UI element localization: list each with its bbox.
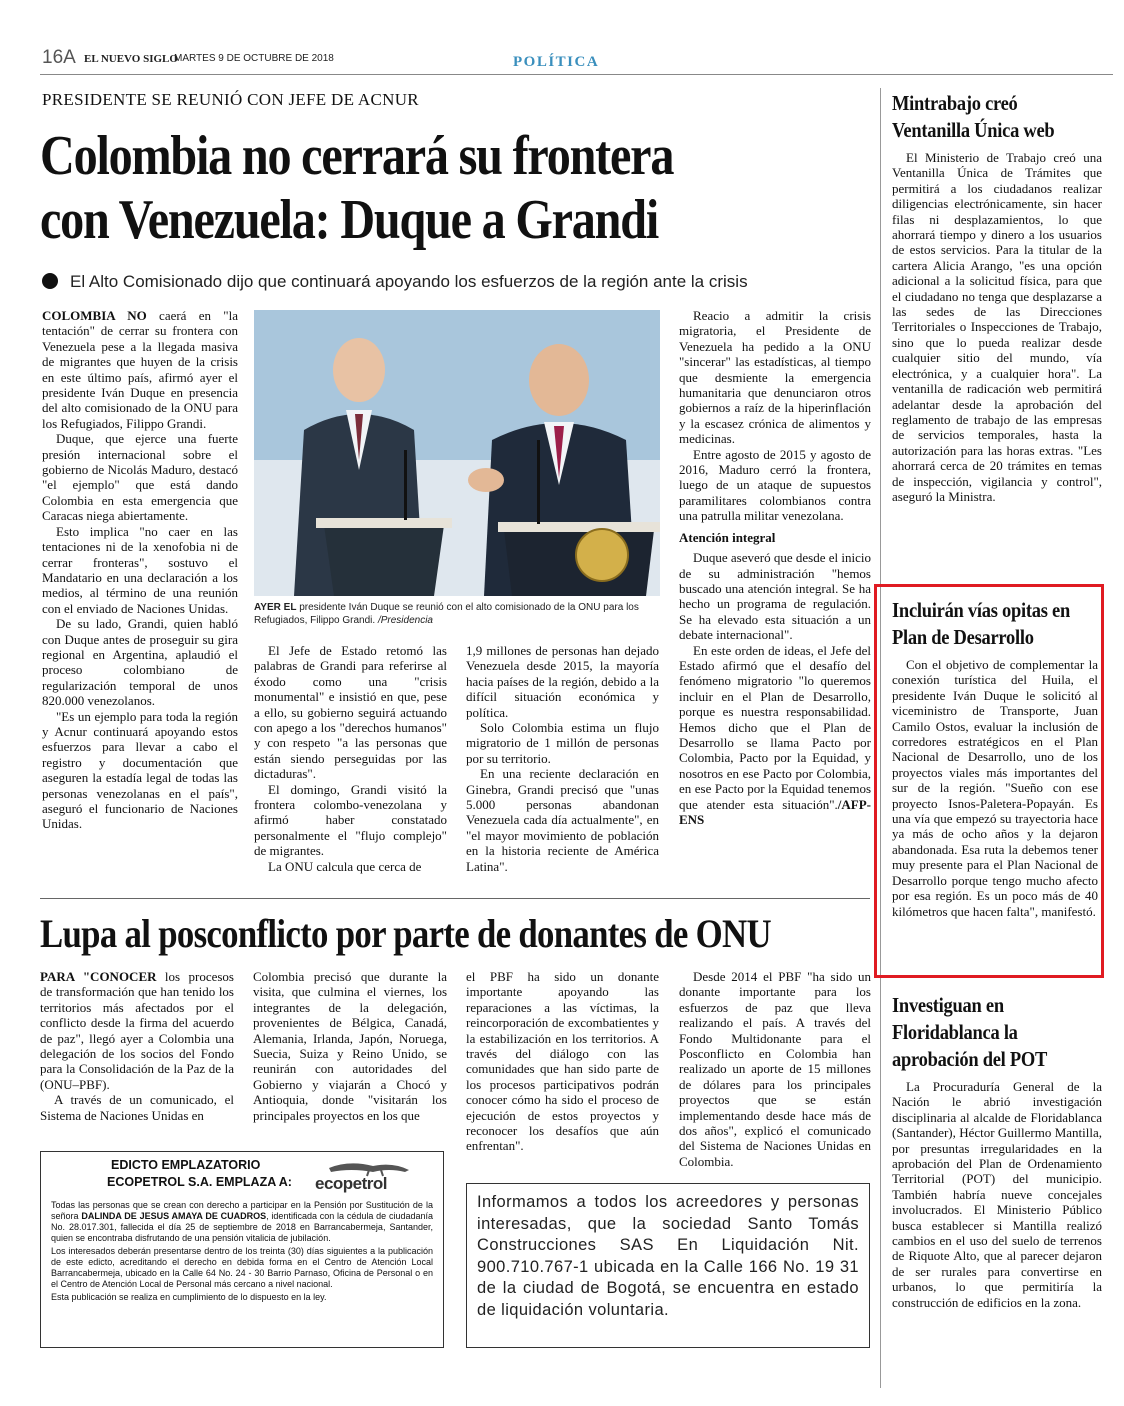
sidebar-title: Investiguan en Floridablanca la aprobación del POT — [892, 993, 1048, 1071]
paragraph: La ONU calcula que cerca de — [268, 858, 422, 874]
photo-caption — [254, 601, 660, 627]
second-column-4 — [679, 969, 871, 1169]
photo-illustration — [254, 310, 660, 596]
caption-lead: AYER EL — [254, 602, 297, 613]
paragraph: A través de un comunicado, el Sistema de Naciones Unidas en — [40, 1092, 234, 1123]
paragraph: 1,9 millones de personas han dejado Venezuela desde 2015, la mayoría hacia países de la región, debido a la difícil situación económica y política. — [466, 643, 659, 720]
edict-name: DALINDA DE JESUS AMAYA DE CUADROS — [81, 1211, 267, 1221]
second-headline: Lupa al posconflicto por parte de donantes de ONU — [40, 911, 771, 956]
photo-credit: /Presidencia — [377, 615, 433, 626]
paragraph: El Ministerio de Trabajo creó una Ventanilla Única de Trámites que permitirá a los ciudadanos realizar diligencias electrónicamente, sin hacer filas ni desplazamientos, lo que ahorrará tiempo y dinero a los usuarios de estos servicios. Para la titular de la cartera Alicia Arango, "es una opción adicional a la solicitud física, para que el ciudadano no tenga que desplazarse a las sedes de las Direcciones Territoriales o Inspecciones de Trabajo, sino que lo pueda realizar desde cualquier sitio del mundo, vía electrónica, y a cualquier hora". La ventanilla de radicación web permitirá adelantar desde la aprobación del reglamento de trabajo de las empresas de servicios temporales, hasta la autorización para las horas extras. "Les ahorrará cerca de 20 trámites en temas de inspección, vigilancia y control", aseguró la Ministra. — [892, 150, 1102, 504]
lead-in: COLOMBIA NO — [42, 308, 147, 323]
sidebar-story-2 — [892, 597, 1098, 919]
edict-box — [40, 1151, 444, 1348]
duque-grandi-photo — [254, 310, 660, 596]
edict-title: EDICTO EMPLAZATORIO — [111, 1158, 261, 1172]
paragraph: Solo Colombia estima un flujo migratorio de 1 millón de personas por su territorio. — [466, 720, 659, 766]
kicker: PRESIDENTE SE REUNIÓ CON JEFE DE ACNUR — [42, 90, 419, 109]
liquidation-notice — [466, 1183, 870, 1348]
paragraph: De su lado, Grandi, quien habló con Duque antes de proseguir su gira regional en Argentina, aplaudió el proceso colombiano de regularización temporal de unos 820.000 venezolanos. — [42, 616, 238, 709]
section-name: POLÍTICA — [513, 54, 600, 70]
edict-paragraph: Esta publicación se realiza en cumplimiento de lo dispuesto en la ley. — [51, 1292, 327, 1302]
main-column-1 — [42, 308, 238, 832]
paragraph: Colombia precisó que durante la visita, que culmina el viernes, los integrantes de la delegación, provenientes de Bélgica, Canadá, Alemania, Irlanda, Japón, Noruega, Suecia, Suiza y Reino Unido, se reunirán con autoridades del Gobierno y viajarán a Chocó y Antioquia, donde "visitarán los principales proyectos en los que — [253, 969, 447, 1123]
sidebar-story-3 — [892, 992, 1102, 1310]
paragraph: El Jefe de Estado retomó las palabras de Grandi para referirse al éxodo como una "crisis monumental" e insistió en que, pese a ello, su gobierno seguirá actuando con apego a los "derechos humanos" y con respeto "a las personas que están siendo perseguidas por las dictaduras". — [254, 643, 447, 782]
paragraph: Reacio a admitir la crisis migratoria, el Presidente de Venezuela ha pedido a la ONU "sincerar" las estadísticas, al tiempo que desmiente la emergencia humanitaria que denunciaron otros gobiernos a raíz de la hiperinflación y la escasez crónica de alimentos y medicinas. — [679, 308, 871, 447]
sidebar-body — [892, 1079, 1102, 1310]
ecopetrol-wordmark: ecopetrol — [315, 1174, 388, 1193]
paragraph: Entre agosto de 2015 y agosto de 2016, Maduro cerró la frontera, luego de un ataque de supuestos paramilitares colombianos contra una patrulla militar venezolana. — [679, 446, 871, 524]
main-headline: Colombia no cerrará su frontera con Venezuela: Duque a Grandi — [40, 125, 674, 251]
paragraph: el PBF ha sido un donante importante apoyando las reparaciones a las víctimas, la reincorporación de excombatientes y la estabilización en los territorios. A través del diálogo con las comunidades que han sido parte de los procesos participativos podrán conocer cómo ha sido el proceso de ejecución de estos proyectos y reconocer los desafíos que aún enfrentan". — [466, 969, 659, 1154]
main-column-2 — [254, 643, 447, 874]
edict-body — [51, 1200, 433, 1303]
paragraph: Con el objetivo de complementar la conexión turística del Huila, el presidente Iván Duque le solicitó al viceministro de Transporte, Juan Camilo Ostos, evaluar la inclusión de corredores estratégicos en el Plan Nacional de Desarrollo, uno de los proyectos viales más importantes del sur de la región. "Sueño con ese proyecto Isnos-Paletera-Popayán. Es una vía que empezó su trayectoria hace ya más de ocho años y la dejaron abandonada. Esa ruta la debemos tener muy presente para el Plan Nacional de Desarrollo porque tengo mucho afecto por esa región. Es un poco más de 40 kilómetros que hacen falta", manifestó. — [892, 657, 1098, 919]
lead-in: PARA "CONOCER — [40, 969, 157, 984]
second-column-2 — [253, 969, 447, 1123]
deck — [42, 272, 748, 292]
paragraph: Desde 2014 el PBF "ha sido un donante importante para los esfuerzos de paz que lleva realizando el país. A través del Fondo Multidonante para el Posconflicto en Colombia han realizado un aporte de 15 millones de dólares para los principales proyectos que se están implementando desde hace más de dos años", explicó el comunicado del Sistema de Naciones Unidas en Colombia. — [679, 969, 871, 1169]
header-rule — [40, 74, 1113, 75]
deck-text: El Alto Comisionado dijo que continuará apoyando los esfuerzos de la región ante la crisis — [70, 272, 748, 291]
paragraph: Duque, que ejerce una fuerte presión internacional sobre el gobierno de Nicolás Maduro, destacó "el ejemplo" que está dando Colombia en esta emergencia que Caracas niega abiertamente. — [42, 431, 238, 524]
caption-text: presidente Iván Duque se reunió con el alto comisionado de la ONU para los Refugiados, Filippo Grandi. — [254, 602, 639, 626]
sidebar-story-1 — [892, 90, 1102, 504]
sidebar-body — [892, 150, 1102, 504]
edict-subtitle: ECOPETROL S.A. EMPLAZA A: — [107, 1175, 292, 1189]
paragraph — [679, 643, 871, 828]
subhead: Atención integral — [679, 529, 776, 545]
sidebar-title: Incluirán vías opitas en Plan de Desarrollo — [892, 598, 1070, 649]
story-credit: /AFP-ENS — [679, 796, 871, 827]
paragraph: los procesos de transformación que han tenido los territorios más afectados por el conflicto desde la firma del acuerdo de paz", llegó ayer a Colombia una delegación de los socios del Fondo para la Consolidación de la Paz de la (ONU–PBF). — [40, 969, 234, 1092]
paragraph: Esto implica "no caer en las tentaciones ni de la xenofobia ni de cerrar fronteras", sostuvo el Mandatario en una declaración a los medios, al término de una reunión con el enviado de Naciones Unidas. — [42, 523, 238, 616]
paragraph: Duque aseveró que desde el inicio de su administración "hemos buscado una atención integral. Se ha hecho un programa de regulación. Se ha elevado esta situación a un debate internacional". — [679, 550, 871, 643]
edict-text: , identificada con la cédula de ciudadanía No. 28.017.301, fallecida el día 25 de septiembre de 2018 en Barrancabermeja, Santander, quien se encontraba disfrutando de una pensión vitalicia de jubilación. — [51, 1211, 433, 1243]
page-number: 16A — [42, 47, 76, 68]
second-column-1 — [40, 969, 234, 1123]
bullet-icon — [42, 273, 58, 289]
sidebar-title: Mintrabajo creó Ventanilla Única web — [892, 91, 1055, 142]
publication-name: EL NUEVO SIGLO — [84, 53, 178, 65]
second-column-3 — [466, 969, 659, 1154]
paragraph: El domingo, Grandi visitó la frontera colombo-venezolana y afirmó haber constatado personalmente el "flujo complejo" de migrantes. — [254, 781, 447, 859]
ecopetrol-logo — [309, 1160, 429, 1192]
notice-text: Informamos a todos los acreedores y personas interesadas, que la sociedad Santo Tomás Construcciones SAS En Liquidación Nit. 900.710.767-1 ubicada en la Calle 166 No. 19 31 de la ciudad de Bogotá, se encuentra en estado de liquidación voluntaria. — [477, 1193, 859, 1319]
paragraph: caerá en "la tentación" de cerrar su frontera con Venezuela pese a la llegada masiva de migrantes que huyen de la crisis en este último país, afirmó ayer el presidente Iván Duque en presencia del alto comisionado de la ONU para los Refugiados, Filippo Grandi. — [42, 308, 238, 431]
paragraph: La Procuraduría General de la Nación le abrió investigación disciplinaria al alcalde de Floridablanca (Santander), Héctor Guillermo Mantilla, por presuntas irregularidades en la aprobación del Plan de Ordenamiento Territorial (POT) del municipio. También habría nueve concejales involucrados. El Ministerio Público busca establecer si Mantilla realizó cambios en el uso del suelo de terrenos de Riquote Alto, que al parecer dejaron de ser rurales para convertirse en urbanos, lo que permitiría la construcción de edificios en la zona. — [892, 1079, 1102, 1310]
paragraph: "Es un ejemplo para toda la región y Acnur continuará apoyando estos esfuerzos para llevar a cabo el registro y documentación que aseguren la estadía legal de todas las personas venezolanas en el país", aseguró el funcionario de Naciones Unidas. — [42, 708, 238, 832]
sidebar-body — [892, 657, 1098, 919]
paragraph: En una reciente declaración en Ginebra, Grandi precisó que "unas 5.000 personas abandonan Venezuela cada día actualmente", en "el mayor movimiento de población en la historia reciente de América Latina". — [466, 766, 659, 874]
story-separator — [40, 898, 870, 899]
edict-text: Todas las personas que se crean con derecho a participar en la Pensión por Sustitución de la señora — [51, 1200, 433, 1221]
main-column-3 — [466, 643, 659, 874]
paragraph-text: En este orden de ideas, el Jefe del Estado afirmó que el desafío del fenómeno migratorio "lo queremos incluir en el Plan de Desarrollo, porque es nuestra responsabilidad. Hemos dicho que el Plan de Desarrollo se llama Pacto por Colombia, Pacto por la Equidad, y nosotros en ese Pacto por Colombia, en ese Pacto por la Equidad tenemos que atender esta situación". — [679, 642, 871, 812]
edict-paragraph: Los interesados deberán presentarse dentro de los treinta (30) días siguientes a la publicación de este edicto, acreditando el derecho en debida forma en el Centro de Atención Local Barrancabermeja, ubicado en la Calle 64 No. 24 - 30 Barrio Parnaso, Oficina de Personal o en el Centro de Atención Local de Personal más cercano a nivel nacional. — [51, 1246, 433, 1289]
publication-date: MARTES 9 DE OCTUBRE DE 2018 — [174, 53, 334, 64]
main-column-4 — [679, 308, 871, 827]
edict-paragraph — [51, 1200, 433, 1244]
